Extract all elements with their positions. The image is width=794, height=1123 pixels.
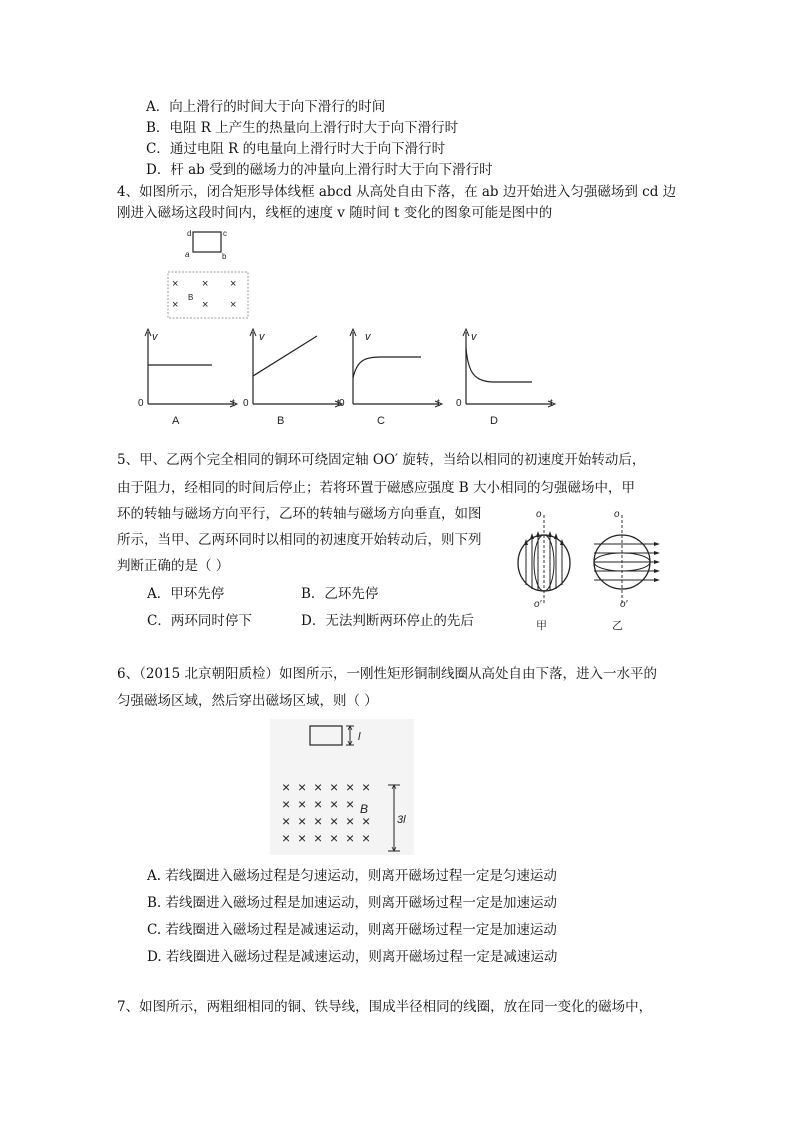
svg-text:×: ×: [346, 830, 355, 846]
frame-label-d: d: [187, 229, 192, 238]
q4-graph-a: [136, 326, 246, 432]
svg-text:×: ×: [298, 796, 307, 812]
field-label-b: B: [188, 293, 194, 302]
svg-text:×: ×: [362, 830, 371, 846]
q5-stem-line1: 5、甲、乙两个完全相同的铜环可绕固定轴 OO′ 旋转，当给以相同的初速度开始转动后，: [117, 452, 646, 468]
graph-caption: C: [377, 415, 385, 427]
field-cross: ×: [202, 278, 209, 290]
q4-stem-line2: 刚进入磁场这段时间内，线框的速度 v 随时间 t 变化的图象可能是图中的: [117, 205, 553, 221]
axis-label-o: o: [614, 509, 620, 520]
svg-text:×: ×: [314, 779, 323, 795]
q5-rings-figure: [508, 505, 668, 635]
q6-stem-line1: 6、（2015 北京朝阳质检）如图所示，一刚性矩形铜制线圈从高处自由下落，进入一水平的: [117, 666, 657, 682]
frame-label-b: b: [222, 252, 227, 261]
ring-jia: [518, 509, 570, 632]
t-axis-label: t: [550, 398, 553, 409]
q3-option-c: C．通过电阻 R 的电量向上滑行时大于向下滑行时: [146, 141, 446, 157]
origin-label: 0: [339, 398, 345, 409]
svg-text:×: ×: [330, 779, 339, 795]
v-axis-label: v: [365, 331, 371, 343]
q7-stem-line1: 7、如图所示，两粗细相同的铜、铁导线，围成半径相同的线圈，放在同一变化的磁场中，: [117, 999, 653, 1015]
q4-frame-field-figure: [160, 222, 260, 322]
graph-caption: B: [277, 415, 285, 427]
svg-text:×: ×: [362, 779, 371, 795]
svg-text:×: ×: [346, 779, 355, 795]
frame-label-c: c: [223, 229, 227, 238]
label-l: l: [358, 731, 361, 743]
q6-coil-field-figure: [270, 719, 414, 855]
origin-label: 0: [243, 398, 249, 409]
svg-text:×: ×: [282, 779, 291, 795]
q5-stem-line5: 判断正确的是（ ）: [117, 558, 230, 574]
svg-text:×: ×: [330, 796, 339, 812]
q5-option-c: C．两环同时停下: [147, 613, 252, 629]
conducting-frame: [193, 232, 221, 252]
t-axis-label: t: [232, 398, 235, 409]
label-b: B: [360, 802, 369, 816]
origin-label: 0: [456, 398, 462, 409]
q6-option-a: A. 若线圈进入磁场过程是匀速运动，则离开磁场过程一定是匀速运动: [147, 868, 557, 884]
q3-option-d: D．杆 ab 受到的磁场力的冲量向上滑行时大于向下滑行时: [146, 162, 493, 178]
svg-text:×: ×: [298, 813, 307, 829]
q5-option-a: A．甲环先停: [147, 586, 225, 602]
t-axis-label: t: [337, 398, 340, 409]
q6-option-c: C. 若线圈进入磁场过程是减速运动，则离开磁场过程一定是加速运动: [147, 922, 557, 938]
frame-label-a: a: [185, 250, 190, 259]
field-cross: ×: [172, 299, 179, 311]
svg-text:×: ×: [298, 779, 307, 795]
v-axis-label: v: [152, 331, 158, 343]
svg-text:×: ×: [298, 830, 307, 846]
ring-yi: [594, 509, 660, 632]
svg-text:×: ×: [330, 813, 339, 829]
svg-text:×: ×: [362, 813, 371, 829]
field-cross: ×: [230, 278, 237, 290]
graph-caption: A: [172, 415, 180, 427]
velocity-curve: [353, 357, 421, 378]
q4-graph-b: [241, 326, 351, 432]
v-axis-label: v: [259, 331, 265, 343]
q3-option-b: B．电阻 R 上产生的热量向上滑行时大于向下滑行时: [146, 120, 459, 136]
label-3l: 3l: [397, 814, 406, 826]
v-axis-label: v: [471, 331, 477, 343]
svg-text:×: ×: [282, 813, 291, 829]
field-cross: ×: [202, 299, 209, 311]
svg-text:×: ×: [314, 796, 323, 812]
q5-stem-line4: 所示，当甲、乙两环同时以相同的初速度开始转动后，则下列: [117, 532, 482, 548]
q4-graph-d: [454, 326, 564, 432]
svg-text:×: ×: [330, 830, 339, 846]
t-axis-label: t: [437, 398, 440, 409]
axis-label-o-prime: o′: [534, 599, 542, 610]
axis-label-o-prime: o′: [620, 599, 628, 610]
q5-stem-line2: 由于阻力，经相同的时间后停止；若将环置于磁感应强度 B 大小相同的匀强磁场中，甲: [117, 480, 636, 496]
field-cross: ×: [172, 278, 179, 290]
svg-text:×: ×: [346, 796, 355, 812]
q5-option-d: D．无法判断两环停止的先后: [301, 613, 474, 629]
q6-option-d: D. 若线圈进入磁场过程是减速运动，则离开磁场过程一定是减速运动: [147, 949, 558, 965]
velocity-curve: [466, 348, 532, 382]
axis-label-o: o: [536, 509, 542, 520]
svg-text:×: ×: [314, 830, 323, 846]
q4-graph-c: [341, 326, 451, 432]
q5-option-b: B．乙环先停: [301, 586, 379, 602]
q4-stem-line1: 4、如图所示，闭合矩形导体线框 abcd 从高处自由下落，在 ab 边开始进入匀强磁场到 cd 边: [117, 184, 677, 200]
q6-option-b: B. 若线圈进入磁场过程是加速运动，则离开磁场过程一定是加速运动: [147, 895, 558, 911]
svg-text:×: ×: [346, 813, 355, 829]
graph-caption: D: [490, 415, 498, 427]
ring-name: 甲: [536, 620, 547, 632]
q3-option-a: A．向上滑行的时间大于向下滑行的时间: [146, 99, 386, 115]
svg-text:×: ×: [314, 813, 323, 829]
svg-text:×: ×: [282, 830, 291, 846]
q6-stem-line2: 匀强磁场区域，然后穿出磁场区域，则（ ）: [117, 693, 378, 709]
svg-text:×: ×: [282, 796, 291, 812]
origin-label: 0: [138, 398, 144, 409]
ring-name: 乙: [612, 620, 623, 632]
field-cross: ×: [230, 299, 237, 311]
q5-stem-line3: 环的转轴与磁场方向平行，乙环的转轴与磁场方向垂直，如图: [117, 506, 482, 522]
